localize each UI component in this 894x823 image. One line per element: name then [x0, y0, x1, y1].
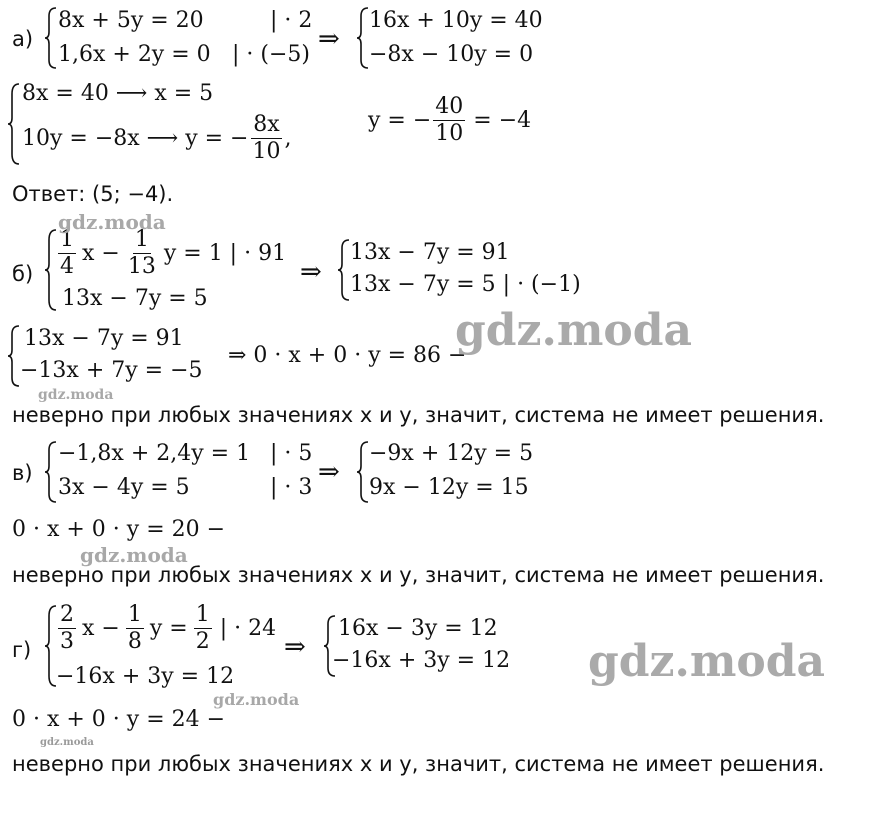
b-s1-frac2-den: 13	[127, 254, 156, 279]
g-s1-frac2	[126, 604, 144, 653]
g-s1-frac2-den: 8	[127, 629, 142, 654]
watermark-1: gdz.moda	[58, 210, 166, 234]
g-s1-tail: | · 24	[219, 615, 277, 641]
label-v: в)	[12, 461, 33, 485]
v-s1-mult1: | · 5	[270, 441, 313, 466]
g-s1-frac2-num: 1	[127, 602, 142, 627]
g-s1-frac1-den: 3	[60, 629, 74, 654]
b-s1-frac1	[58, 229, 76, 278]
g-s1-eq1	[56, 604, 276, 653]
a-s1-mult2: | · (−5)	[232, 42, 310, 67]
b-s1-frac1-num: 1	[60, 227, 74, 252]
watermark-5: gdz.moda	[588, 636, 826, 687]
watermark-4: gdz.moda	[80, 543, 188, 567]
a-s1-eq2: 1,6x + 2y = 0	[58, 42, 211, 67]
g-s1-eq2: −16x + 3y = 12	[56, 664, 235, 689]
b-s1-frac2	[126, 229, 158, 278]
a-s3-eq2-tail: ,	[284, 125, 292, 151]
b-result: ⇒ 0 · x + 0 · y = 86 −	[228, 343, 467, 368]
brace-a-s3	[6, 82, 22, 166]
a-y-frac-num: 40	[435, 94, 464, 119]
watermark-2: gdz.moda	[455, 305, 693, 356]
b-s3-eq2: −13x + 7y = −5	[20, 358, 203, 383]
v-s2-eq2: 9x − 12y = 15	[369, 475, 529, 500]
g-s1-frac3-den: 2	[195, 629, 210, 654]
a-s1-mult1: | · 2	[270, 8, 313, 33]
g-s1-frac1-num: 2	[60, 602, 74, 627]
b-s2-eq1: 13x − 7y = 91	[350, 240, 510, 265]
a-s3-eq2	[22, 114, 292, 163]
g-s1-frac3-num: 1	[195, 602, 210, 627]
a-s2-eq1: 16x + 10y = 40	[369, 8, 543, 33]
label-g: г)	[12, 638, 32, 662]
a-s3-frac-den: 10	[252, 139, 281, 164]
brace-a-s1	[43, 6, 59, 70]
watermark-3: gdz.moda	[38, 387, 114, 403]
b-s1-tail: y = 1 | · 91	[163, 240, 287, 266]
v-result: 0 · x + 0 · y = 20 −	[12, 517, 226, 542]
g-s1-frac3	[194, 604, 212, 653]
a-s3-eq1: 8x = 40 ⟶ x = 5	[22, 81, 214, 106]
g-s1-eq: y =	[149, 615, 188, 641]
g-arrow: ⇒	[284, 632, 306, 662]
a-s3-eq2-left: 10y = −8x ⟶ y = −	[22, 125, 249, 151]
g-s2-eq1: 16x − 3y = 12	[338, 616, 498, 641]
a-y-expression	[368, 96, 531, 145]
g-conclusion: неверно при любых значениях x и y, значит, система не имеет решения.	[12, 752, 825, 776]
b-s1-frac2-num: 1	[134, 227, 149, 252]
v-arrow: ⇒	[318, 457, 340, 487]
watermark-6: gdz.moda	[213, 690, 300, 709]
label-a: а)	[12, 27, 34, 51]
label-b: б)	[12, 262, 34, 286]
b-s2-eq2: 13x − 7y = 5 | · (−1)	[350, 272, 581, 297]
a-s1-eq1: 8x + 5y = 20	[58, 8, 204, 33]
v-s1-eq2: 3x − 4y = 5	[58, 475, 190, 500]
b-s1-mid: x −	[82, 240, 120, 266]
a-s2-eq2: −8x − 10y = 0	[369, 42, 534, 67]
g-s1-mid: x −	[82, 615, 120, 641]
a-y-fraction	[433, 96, 465, 145]
a-y-right: = −4	[473, 107, 532, 133]
a-arrow: ⇒	[318, 24, 340, 54]
b-s1-eq2: 13x − 7y = 5	[62, 286, 208, 311]
b-arrow: ⇒	[300, 257, 322, 287]
a-s3-frac-num: 8x	[253, 112, 280, 137]
v-s1-eq1: −1,8x + 2,4y = 1	[58, 441, 251, 466]
b-s3-eq1: 13x − 7y = 91	[24, 326, 184, 351]
v-s1-mult2: | · 3	[270, 475, 313, 500]
g-s2-eq2: −16x + 3y = 12	[332, 648, 511, 673]
b-s1-frac1-den: 4	[60, 254, 74, 279]
g-s1-frac1	[58, 604, 76, 653]
v-s2-eq1: −9x + 12y = 5	[369, 441, 534, 466]
brace-v-s1	[43, 440, 59, 504]
g-result: 0 · x + 0 · y = 24 −	[12, 707, 226, 732]
watermark-7: gdz.moda	[40, 737, 94, 748]
a-answer: Ответ: (5; −4).	[12, 182, 174, 206]
a-s3-fraction	[251, 114, 283, 163]
a-y-left: y = −	[368, 107, 432, 133]
b-s1-eq1	[56, 229, 286, 278]
a-y-frac-den: 10	[435, 121, 464, 146]
b-conclusion: неверно при любых значениях x и y, значит, система не имеет решения.	[12, 403, 825, 427]
v-conclusion: неверно при любых значениях x и y, значит, система не имеет решения.	[12, 563, 825, 587]
